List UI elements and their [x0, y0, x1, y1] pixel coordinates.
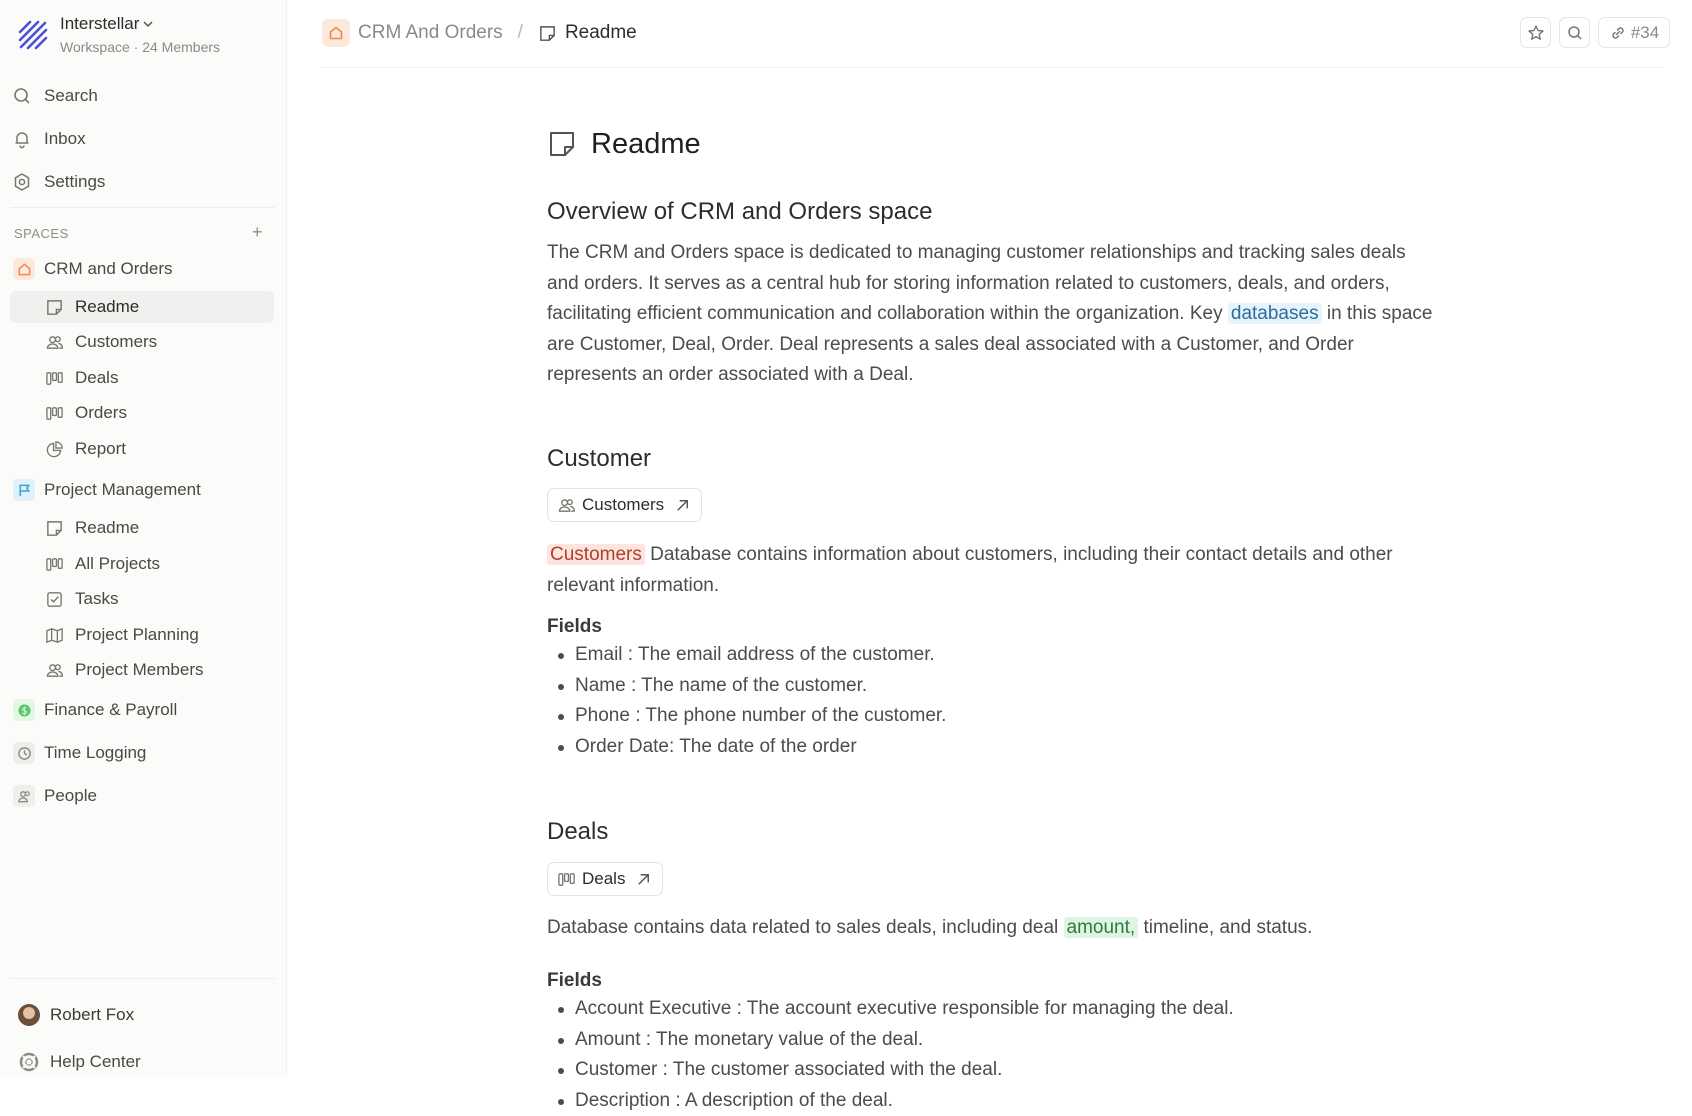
customers-database-link[interactable]: [547, 488, 702, 522]
sidebar: [0, 0, 287, 1077]
home-icon: [13, 258, 35, 280]
board-icon: [45, 555, 64, 574]
sidebar-item-tasks[interactable]: [10, 583, 274, 615]
deals-heading: Deals: [547, 818, 608, 846]
sidebar-item-customers[interactable]: [10, 326, 274, 358]
sidebar-item-pm-readme[interactable]: [10, 512, 274, 544]
board-icon: [45, 369, 64, 388]
highlight-amount: amount,: [1064, 917, 1139, 938]
document-body: [547, 120, 1437, 168]
workspace-subtitle: Workspace · 24 Members: [60, 39, 220, 55]
space-people-label: People: [44, 786, 97, 806]
help-center-link[interactable]: [18, 1051, 141, 1073]
list-item: Account Executive : The account executive responsible for managing the deal.: [575, 994, 1234, 1025]
deals-database-link[interactable]: [547, 862, 663, 896]
sidebar-item-all-projects[interactable]: [10, 548, 274, 580]
sidebar-footer-divider: [10, 978, 275, 979]
breadcrumb-space-link[interactable]: CRM And Orders: [358, 22, 503, 44]
nav-inbox[interactable]: [12, 124, 86, 154]
deals-paragraph: [547, 913, 1437, 944]
sidebar-item-crm-readme[interactable]: [10, 291, 274, 323]
arrow-up-right-icon: [634, 870, 653, 889]
customer-heading: Customer: [547, 445, 651, 473]
overview-paragraph: [547, 238, 1437, 391]
list-item: Phone : The phone number of the customer.: [575, 701, 946, 732]
search-icon: [1566, 24, 1584, 42]
space-crm-label: CRM and Orders: [44, 259, 172, 279]
space-time-label: Time Logging: [44, 743, 146, 763]
sidebar-item-report[interactable]: [10, 433, 274, 465]
users-icon: [13, 785, 35, 807]
users-icon: [45, 333, 64, 352]
note-icon: [45, 519, 64, 538]
sidebar-item-deals[interactable]: [10, 362, 274, 394]
breadcrumb-separator: /: [518, 22, 523, 44]
sidebar-item-label: Tasks: [75, 589, 118, 609]
overview-text-1: The CRM and Orders space is dedicated to managing customer relationships and tracking sales deals and orders. It serves as a central hub for storing information related to customers, deals, and orders, facilitating efficient communication and collaboration within the organization. Key: [547, 242, 1406, 324]
favorite-button[interactable]: [1520, 17, 1551, 48]
customer-fields-list: [575, 640, 946, 762]
customer-text: Database contains information about customers, including their contact details and other relevant information.: [547, 544, 1393, 596]
breadcrumb: [322, 19, 637, 47]
workspace-switcher[interactable]: [16, 14, 220, 55]
checkbox-icon: [45, 590, 64, 609]
document-title-row: [547, 120, 1437, 168]
deals-fields-heading: Fields: [547, 970, 602, 992]
svg-text:$: $: [21, 705, 27, 716]
link-label: #34: [1631, 23, 1659, 43]
lifebuoy-icon: [18, 1051, 40, 1073]
space-project-management[interactable]: [13, 476, 201, 504]
board-icon: [557, 870, 576, 889]
deals-link-label: Deals: [582, 869, 625, 889]
space-people[interactable]: [13, 782, 97, 810]
dollar-icon: [13, 699, 35, 721]
nav-search[interactable]: [12, 81, 98, 111]
space-time-logging[interactable]: [13, 739, 146, 767]
add-space-button[interactable]: +: [252, 222, 263, 243]
nav-search-label: Search: [44, 86, 98, 106]
flag-icon: [13, 479, 35, 501]
deals-fields-list: [575, 994, 1234, 1116]
breadcrumb-current-page[interactable]: [538, 22, 637, 44]
board-icon: [45, 404, 64, 423]
customer-fields-heading: Fields: [547, 616, 602, 638]
help-center-label: Help Center: [50, 1052, 141, 1072]
sidebar-item-label: All Projects: [75, 554, 160, 574]
space-finance-label: Finance & Payroll: [44, 700, 177, 720]
map-icon: [45, 626, 64, 645]
list-item: Email : The email address of the customer.: [575, 640, 946, 671]
sidebar-item-orders[interactable]: [10, 397, 274, 429]
customers-link-label: Customers: [582, 495, 664, 515]
overview-text-2: in this space are Customer, Deal, Order. Deal represents a sales deal associated with a Customer, and Order represents an order associated with a Deal.: [547, 303, 1432, 385]
link-icon: [1609, 24, 1627, 42]
chevron-down-icon: [142, 18, 154, 30]
sidebar-item-label: Customers: [75, 332, 157, 352]
logo-icon: [16, 18, 50, 52]
nav-settings-label: Settings: [44, 172, 105, 192]
user-profile[interactable]: [18, 1004, 134, 1026]
sidebar-item-project-members[interactable]: [10, 654, 274, 686]
sidebar-item-label: Project Planning: [75, 625, 199, 645]
sidebar-item-label: Deals: [75, 368, 118, 388]
nav-inbox-label: Inbox: [44, 129, 86, 149]
users-icon: [557, 496, 576, 515]
sidebar-item-label: Readme: [75, 297, 139, 317]
pie-chart-icon: [45, 440, 64, 459]
sidebar-item-project-planning[interactable]: [10, 619, 274, 651]
note-icon: [538, 24, 557, 43]
clock-icon: [13, 742, 35, 764]
home-icon: [322, 19, 350, 47]
users-icon: [45, 661, 64, 680]
sidebar-item-label: Orders: [75, 403, 127, 423]
sidebar-item-label: Readme: [75, 518, 139, 538]
sidebar-divider: [10, 207, 275, 208]
sidebar-item-label: Report: [75, 439, 126, 459]
spaces-label: SPACES: [14, 226, 69, 241]
note-icon: [45, 298, 64, 317]
search-button[interactable]: [1559, 17, 1590, 48]
arrow-up-right-icon: [673, 496, 692, 515]
space-pm-label: Project Management: [44, 480, 201, 500]
list-item: Customer : The customer associated with the deal.: [575, 1055, 1234, 1086]
list-item: Name : The name of the customer.: [575, 671, 946, 702]
highlight-databases: databases: [1228, 303, 1322, 324]
nav-settings[interactable]: [12, 167, 105, 197]
customer-paragraph: [547, 540, 1437, 601]
space-finance[interactable]: [13, 696, 177, 724]
list-item: Description : A description of the deal.: [575, 1086, 1234, 1116]
workspace-name: Interstellar: [60, 14, 139, 34]
list-item: Order Date: The date of the order: [575, 732, 946, 763]
note-icon: [547, 129, 577, 159]
copy-link-button[interactable]: [1598, 17, 1670, 48]
sidebar-item-label: Project Members: [75, 660, 203, 680]
list-item: Amount : The monetary value of the deal.: [575, 1025, 1234, 1056]
space-crm[interactable]: [13, 255, 172, 283]
gear-icon: [12, 172, 32, 192]
top-bar: [322, 0, 1662, 68]
deals-text-1: Database contains data related to sales deals, including deal: [547, 917, 1058, 938]
avatar: [18, 1004, 40, 1026]
search-icon: [12, 86, 32, 106]
overview-heading: Overview of CRM and Orders space: [547, 198, 932, 226]
highlight-customers: Customers: [547, 544, 645, 565]
breadcrumb-page-label: Readme: [565, 22, 637, 44]
user-name: Robert Fox: [50, 1005, 134, 1025]
deals-text-2: timeline, and status.: [1138, 917, 1312, 938]
document-title: Readme: [591, 128, 701, 161]
star-icon: [1527, 24, 1545, 42]
bell-icon: [12, 129, 32, 149]
